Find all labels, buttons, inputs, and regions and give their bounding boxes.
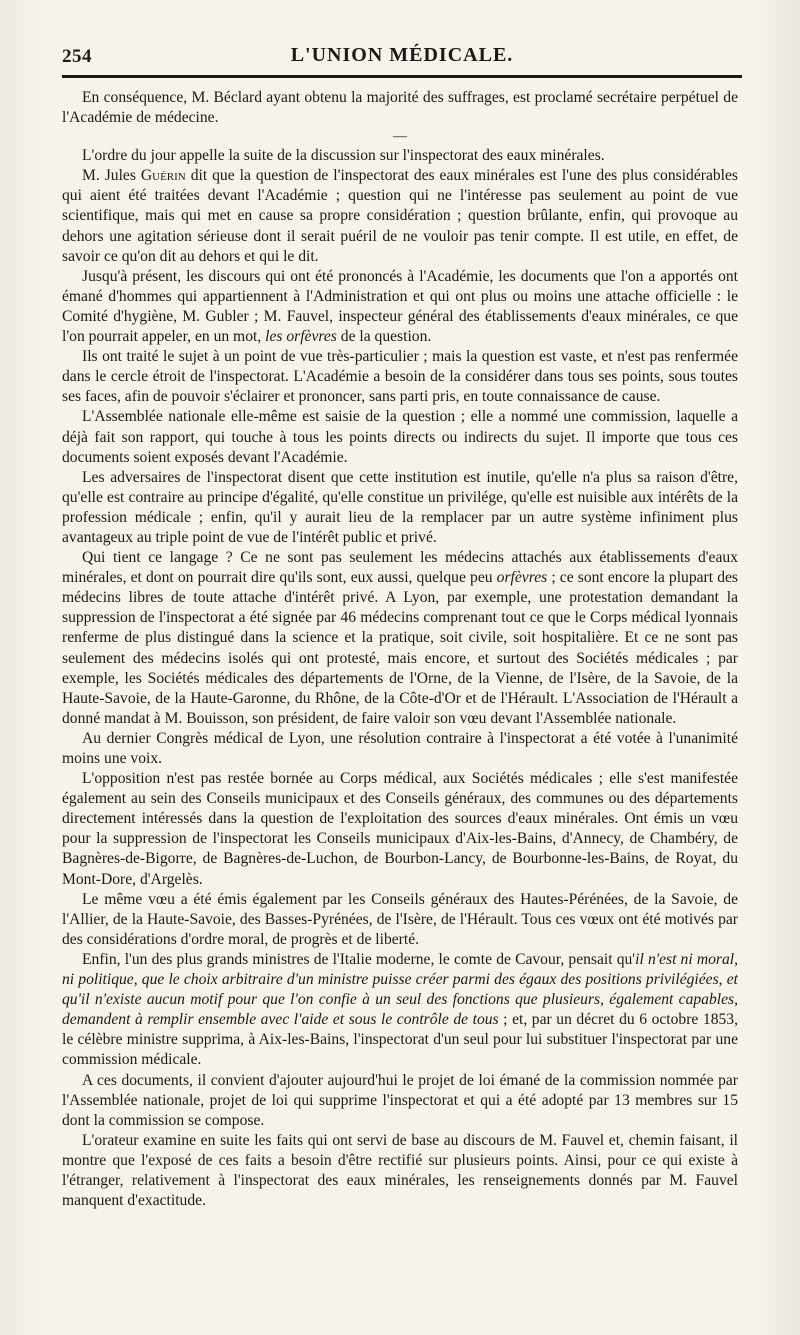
paragraph-13: A ces documents, il convient d'ajouter aujourd'hui le projet de loi émané de la commission nommée par l'Assemblée nationale, projet de loi qui supprime l'inspectorat et qui a été adopté par 13 membres sur 15 dont la commission se compose. [62, 1071, 738, 1129]
paragraph-6: L'Assemblée nationale elle-même est saisie de la question ; elle a nommé une commission, laquelle a déjà fait son rapport, qui touche à tous les points directs ou indirects du sujet. Il importe que tous ces documents soient exposés devant l'Académie. [62, 408, 738, 466]
page-number: 254 [62, 46, 92, 67]
paragraph-8-main: Qui tient ce langage ? Ce ne sont pas seulement les médecins attachés aux établissements d'eaux minérales, et dont on pourrait dire qu'ils sont, eux aussi, quelque peu [62, 549, 738, 587]
paragraph-5: Ils ont traité le sujet à un point de vue très-particulier ; mais la question est vaste, et n'est pas renfermée dans le cercle étroit de l'inspectorat. L'Académie a besoin de la considérer dans tous ses points, sous toutes ses faces, afin de pouvoir s'éclairer et prononcer, sans parti pris, en toute connaissance de cause. [62, 348, 738, 406]
paragraph-1: En conséquence, M. Béclard ayant obtenu la majorité des suffrages, est proclamé secrétaire perpétuel de l'Académie de médecine. [62, 89, 738, 127]
paragraph-12-main: Enfin, l'un des plus grands ministres de l'Italie moderne, le comte de Cavour, pensait qu' [82, 950, 636, 968]
paragraph-8-end: ; ce sont encore la plupart des médecins libres de toute attache d'intérêt privé. A Lyon, par exemple, une protestation demandant la suppression de l'inspectorat a été signée par 46 médecins comprenant tout ce que le Corps médical lyonnais renferme de plus distingué dans la science et la pratique, soit civile, soit hospitalière. Et ce ne sont pas seulement des médecins isolés qui ont protesté, mais encore, et surtout des Sociétés médicales ; par exemple, les Sociétés médicales des départements de l'Orne, de la Vienne, de l'Isère, de la Savoie, de la Haute-Savoie, de la Haute-Garonne, du Rhône, de la Côte-d'Or et de l'Hérault. L'Association de l'Hérault a donné mandat à M. Bouisson, son président, de faire valoir son vœu devant l'Assemblée nationale. [62, 569, 738, 727]
article-body [62, 88, 738, 1211]
paragraph-9: Au dernier Congrès médical de Lyon, une résolution contraire à l'inspectorat a été votée à l'unanimité moins une voix. [62, 729, 738, 767]
paragraph-14: L'orateur examine en suite les faits qui ont servi de base au discours de M. Fauvel et, chemin faisant, il montre que l'exposé de ces faits a besoin d'être rectifié sur plusieurs points. Ainsi, pour ce qui existe à l'étranger, relativement à l'inspectorat des eaux minérales, les renseignements donnés par M. Fauvel manquent d'exactitude. [62, 1131, 738, 1210]
paragraph-4-end: de la question. [336, 328, 432, 346]
paragraph-4-italic: les orfèvres [265, 328, 337, 346]
paragraph-2: L'ordre du jour appelle la suite de la discussion sur l'inspectorat des eaux minérales. [82, 147, 605, 165]
paragraph-7: Les adversaires de l'inspectorat disent que cette institution est inutile, qu'elle n'a plus sa raison d'être, qu'elle est contraire au principe d'égalité, qu'elle constitue un privilége, qu'elle est nuisible aux intérêts de la profession médicale ; enfin, qu'il y aurait lieu de la remplacer par un autre système infiniment plus avantageux au triple point de vue de l'intérêt public et privé. [62, 468, 738, 546]
paragraph-4-main: Jusqu'à présent, les discours qui ont été prononcés à l'Académie, les documents que l'on a apportés ont émané d'hommes qui appartiennent à l'Administration et qui ont plus ou moins une attache officielle : le Comité d'hygiène, M. Gubler ; M. Fauvel, inspecteur général des établissements d'eaux minérales, ce que l'on pourrait appeler, en un mot, [62, 267, 738, 346]
paragraph-10: L'opposition n'est pas restée bornée au Corps médical, aux Sociétés médicales ; elle s'est manifestée également au sein des Conseils municipaux et des Conseils généraux, des communes ou des départements directement intéressés dans la question de l'exploitation des sources d'eaux minérales. Ont émis un vœu pour la suppression de l'inspectorat les Conseils municipaux d'Aix-les-Bains, d'Annecy, de Chambéry, de Bagnères-de-Bigorre, de Bagnères-de-Luchon, de Bourbon-Lancy, de Bourbonne-les-Bains, de Royat, du Mont-Dore, d'Argelès. [62, 770, 738, 888]
paragraph-3-lead: M. Jules [82, 167, 141, 185]
paragraph-3 [62, 166, 738, 266]
paragraph-8 [62, 548, 738, 729]
paragraph-12-italic: il n'est ni moral, ni politique, que le choix arbitraire d'un ministre puisse créer parmi des égaux des positions privilégiées, et qu'il n'existe aucun motif pour que l'on confie à un seul des fonctions que plusieurs, également capables, demandent à remplir ensemble avec l'aide et sous le contrôle de tous [62, 950, 738, 1029]
running-title: L'UNION MÉDICALE. [290, 44, 514, 66]
paragraph-12 [62, 950, 738, 1071]
section-separator: — [393, 129, 407, 145]
paragraph-11: Le même vœu a été émis également par les Conseils généraux des Hautes-Pérénées, de la Savoie, de l'Allier, de la Haute-Savoie, des Basses-Pyrénées, de l'Isère, de l'Hérault. Tous ces vœux ont été motivés par des considérations d'ordre moral, de progrès et de liberté. [62, 890, 738, 948]
paragraph-8-italic: orfèvres [496, 569, 548, 587]
paragraph-4 [62, 267, 738, 347]
speaker-name: Guérin [140, 167, 186, 185]
paragraph-3-rest: dit que la question de l'inspectorat des eaux minérales est l'une des plus considérables qui aient été traitées devant l'Académie ; question qui ne l'intéresse pas seulement au point de vue scientifique, mais qui met en cause sa propre considération ; question brûlante, enfin, qui provoque au dehors une agitation sérieuse dont il serait puéril de ne vouloir pas tenir compte. Il est utile, en effet, de savoir ce qu'on dit au dehors et qui le dit. [62, 167, 739, 265]
paragraph-12-end: ; et, par un décret du 6 octobre 1853, le célèbre ministre supprima, à Aix-les-Bains, l'inspectorat d'un seul pour lui substituer l'inspectorat par une commission médicale. [62, 1011, 738, 1069]
page-header [62, 42, 742, 70]
header-rule [62, 75, 742, 78]
